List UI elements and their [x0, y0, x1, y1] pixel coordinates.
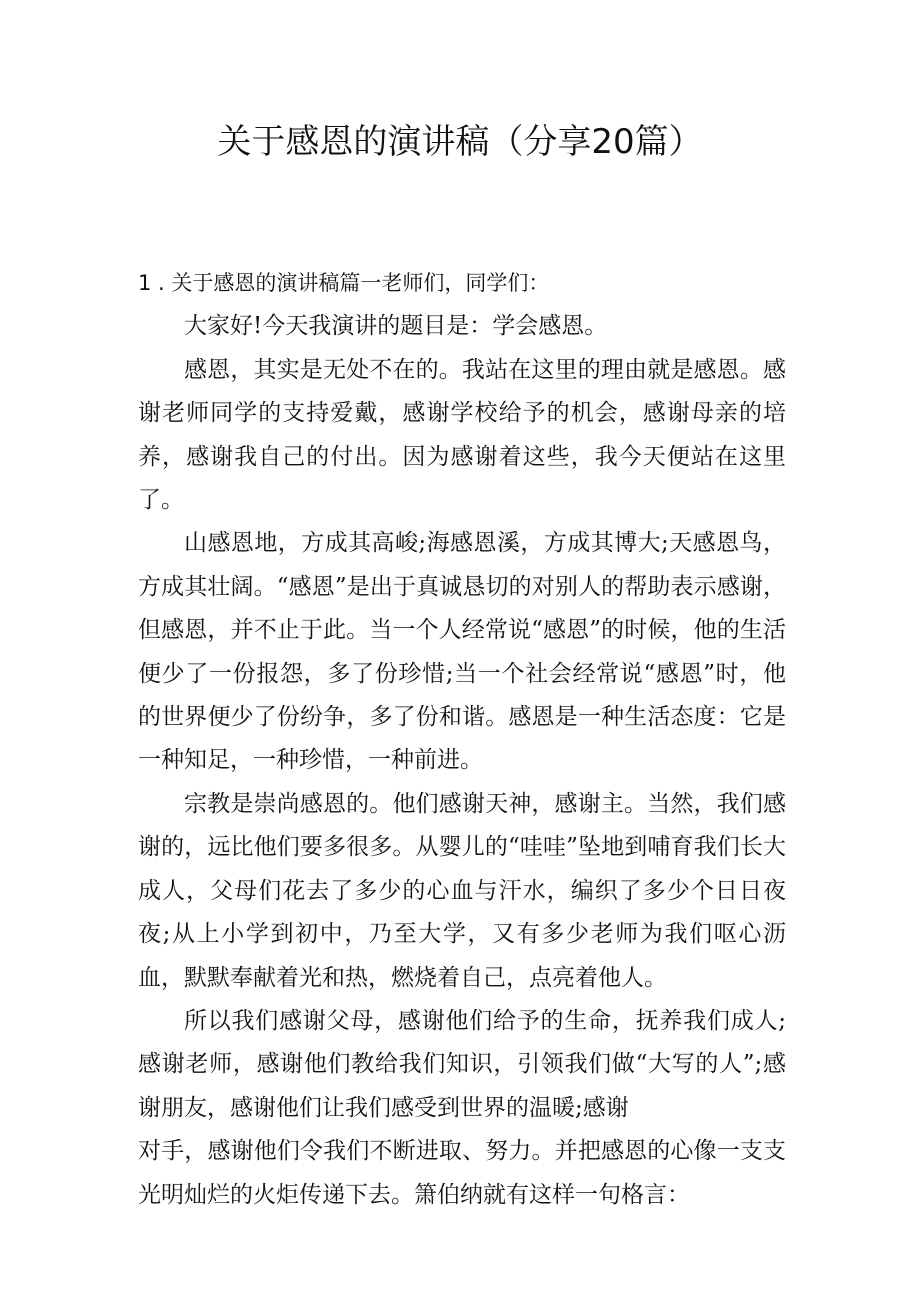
document-title: 关于感恩的演讲稿（分享20篇）	[217, 122, 703, 162]
paragraph-religion-parents-teachers: 宗教是崇尚感恩的。他们感谢天神，感谢主。当然，我们感谢的，远比他们要多很多。从婴儿的“哇哇”坠地到哺育我们长大成人，父母们花去了多少的心血与汗水，编织了多少个日日夜夜;从上小学到初中，乃至大学，又有多少老师为我们呕心沥血，默默奉献着光和热，燃烧着自己，点亮着他人。	[138, 790, 786, 991]
document-body	[138, 262, 786, 1217]
paragraph-gratitude-everywhere: 感恩，其实是无处不在的。我站在这里的理由就是感恩。感谢老师同学的支持爱戴，感谢学校给予的机会，感谢母亲的培养，感谢我自己的付出。因为感谢着这些，我今天便站在这里了。	[138, 356, 786, 514]
paragraph-continuation: 对手，感谢他们令我们不断进取、努力。并把感恩的心像一支支光明灿烂的火炬传递下去。箫伯纳就有这样一句格言：	[138, 1138, 786, 1208]
section-heading: 1 . 关于感恩的演讲稿篇一老师们，同学们：	[138, 271, 550, 295]
paragraph-mountain-sea-sky: 山感恩地，方成其高峻;海感恩溪，方成其博大;天感恩鸟，方成其壮阔。“感恩”是出于真诚恳切的对别人的帮助表示感谢，但感恩，并不止于此。当一个人经常说“感恩”的时候，他的生活便少了一份报怨，多了份珍惜;当一个社会经常说“感恩”时，他的世界便少了份纷争，多了份和谐。感恩是一种生活态度：它是一种知足，一种珍惜，一种前进。	[138, 530, 786, 774]
paragraph-greeting: 大家好!今天我演讲的题目是：学会感恩。	[184, 313, 608, 340]
paragraph-thanks-list: 所以我们感谢父母，感谢他们给予的生命，抚养我们成人;感谢老师，感谢他们教给我们知识，引领我们做“大写的人”;感谢朋友，感谢他们让我们感受到世界的温暖;感谢	[138, 1007, 786, 1121]
